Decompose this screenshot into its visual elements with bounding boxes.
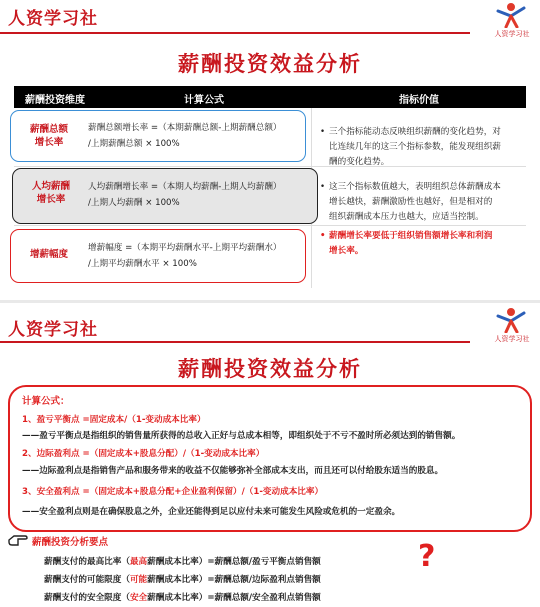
- logo-caption: 人资学习社: [494, 335, 530, 343]
- page-title: 薪酬投资效益分析: [178, 357, 362, 381]
- formula-cell: [88, 120, 304, 152]
- brand-title: 人资学习社: [8, 9, 98, 29]
- formula-line: /上期人均薪酬 × 100%: [88, 198, 180, 208]
- point-text: 薪酬成本比率）=薪酬总额/边际盈利点销售额: [147, 575, 321, 585]
- point-keyword: 安全: [129, 593, 148, 603]
- row-dimension: [20, 180, 82, 206]
- table-header: [14, 86, 526, 108]
- analysis-point: [44, 573, 321, 585]
- logo-figure-icon: [494, 2, 528, 28]
- dimension-line: 薪酬总额: [29, 124, 68, 135]
- point-text: 薪酬支付的安全限度（: [44, 593, 130, 603]
- analysis-point: [44, 555, 321, 567]
- pointing-hand-icon: [8, 531, 28, 547]
- formula-3: 3、安全盈利点 =（固定成本+股息分配+企业盈利保留）/（1-变动成本比率）: [22, 487, 324, 497]
- formula-line: 薪酬总额增长率 =（本期薪酬总额-上期薪酬总额）: [88, 123, 282, 133]
- formula-2: 2、边际盈利点 =（固定成本+股息分配）/（1-变动成本比率）: [22, 449, 265, 459]
- logo: [490, 2, 534, 42]
- logo-figure-icon: [494, 307, 528, 333]
- header-value: 指标价值: [399, 95, 439, 106]
- value-cell: [329, 125, 529, 170]
- question-mark-icon: ?: [418, 539, 436, 574]
- value-line: 增长率。: [329, 246, 364, 256]
- logo: [490, 307, 534, 347]
- value-line: 比连续几年的这三个指标参数，能发现组织薪: [329, 142, 501, 152]
- formula-line: /上期平均薪酬水平 × 100%: [88, 259, 197, 269]
- formula-cell: [88, 179, 308, 211]
- value-line: • 这三个指标数值越大，表明组织总体薪酬成本: [329, 182, 501, 192]
- row-divider: [14, 225, 526, 226]
- header-formula: 计算公式: [184, 95, 224, 106]
- slide-1: [0, 0, 540, 300]
- formula-cell: [88, 240, 304, 272]
- value-line: 组织薪酬成本压力也越大，应适当控制。: [329, 212, 484, 222]
- header-rule: [0, 32, 470, 34]
- row-dimension: [18, 123, 80, 149]
- formula-2-desc: ——边际盈利点是指销售产品和服务带来的收益不仅能够弥补全部成本支出，而且还可以付给股东适当的股息。: [22, 466, 444, 476]
- brand-title: 人资学习社: [8, 320, 98, 340]
- value-cell: [329, 180, 533, 225]
- point-text: 薪酬成本比率）=薪酬总额/安全盈利点销售额: [147, 593, 321, 603]
- logo-caption: 人资学习社: [494, 30, 530, 38]
- formula-line: /上期薪酬总额 × 100%: [88, 139, 180, 149]
- formula-1: 1、盈亏平衡点 =固定成本/（1-变动成本比率）: [22, 415, 206, 425]
- dimension-line: 人均薪酬: [31, 181, 70, 192]
- point-text: 薪酬成本比率）=薪酬总额/盈亏平衡点销售额: [147, 557, 321, 567]
- analysis-points-title: 薪酬投资分析要点: [32, 537, 109, 548]
- formula-line: 人均薪酬增长率 =（本期人均薪酬-上期人均薪酬）: [88, 182, 282, 192]
- formula-1-desc: ——盈亏平衡点是指组织的销售量所获得的总收入正好与总成本相等，即组织处于不亏不盈时所必须达到的销售额。: [22, 431, 461, 441]
- slide-2: [0, 303, 540, 607]
- dimension-line: 增长率: [34, 137, 64, 148]
- page-title: 薪酬投资效益分析: [178, 52, 362, 76]
- value-cell: [329, 229, 529, 259]
- dimension-line: 增长率: [36, 194, 66, 205]
- header-rule: [0, 341, 470, 343]
- analysis-point: [44, 591, 321, 603]
- point-keyword: 最高: [129, 557, 148, 567]
- value-line: • 三个指标能动态反映组织薪酬的变化趋势，对: [329, 127, 501, 137]
- point-text: 薪酬支付的最高比率（: [44, 557, 130, 567]
- value-line: 增长越快，薪酬激励性也越好，但是相对的: [329, 197, 493, 207]
- value-line: 酬的变化趋势。: [329, 157, 390, 167]
- value-line: • 薪酬增长率要低于组织销售额增长率和利润: [329, 231, 493, 241]
- formula-3-desc: ——安全盈利点则是在确保股息之外，企业还能得到足以应付未来可能发生风险或危机的一定盈余。: [22, 507, 401, 517]
- header-dimension: 薪酬投资维度: [25, 95, 85, 106]
- point-keyword: 可能: [129, 575, 148, 585]
- calc-label: 计算公式：: [22, 396, 70, 407]
- point-text: 薪酬支付的可能限度（: [44, 575, 130, 585]
- row-dimension: 增薪幅度: [29, 249, 68, 260]
- formula-line: 增薪幅度 =（本期平均薪酬水平-上期平均薪酬水）: [88, 243, 282, 253]
